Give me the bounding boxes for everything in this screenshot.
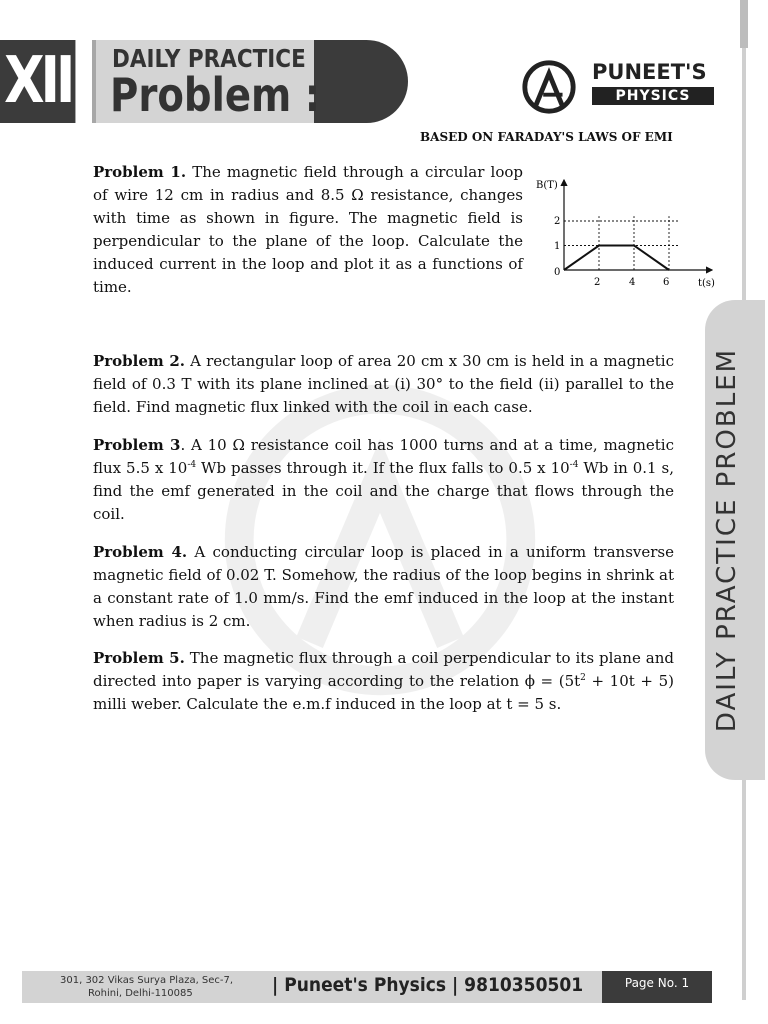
page-edge-marker (740, 0, 748, 48)
problem-2-label: Problem 2. (93, 352, 186, 370)
graph-y-tick: 1 (554, 241, 561, 252)
header-end-cap (314, 40, 408, 123)
graph-x-label: t(s) (698, 278, 715, 289)
problem-4 (93, 541, 674, 633)
problem-3 (93, 434, 674, 526)
problem-3-label: Problem 3 (93, 436, 181, 454)
problem-3-exponent: -4 (187, 460, 197, 470)
graph-y-tick: 2 (554, 216, 561, 227)
problem-3-text: Wb passes through it. If the flux falls to 0.5 x 10 (196, 459, 570, 477)
side-tab-label: DAILY PRACTICE PROBLEM (712, 347, 742, 733)
problem-2-text: A rectangular loop of area 20 cm x 30 cm is held in a magnetic field of 0.3 T with its plane inclined at (i) 30° to the field (ii) parallel to the field. Find magnetic flux linked with the coil in each case. (93, 352, 675, 416)
graph-x-tick: 6 (663, 277, 670, 288)
brand-tag: PHYSICS (592, 87, 714, 105)
problem-4-label: Problem 4. (93, 543, 188, 561)
problem-1-text: The magnetic field through a circular loop of wire 12 cm in radius and 8.5 Ω resistance, changes with time as shown in figure. The magnetic field is perpendicular to the plane of the loop. Calculate the induced current in the loop and plot it as a functions of time. (93, 163, 523, 296)
problem-4-text: A conducting circular loop is placed in a uniform transverse magnetic field of 0.02 T. Somehow, the radius of the loop begins in shrink at a constant rate of 1.0 mm/s. Find the emf induced in the loop at the instant when radius is 2 cm. (93, 543, 674, 630)
worksheet-subtitle: BASED ON FARADAY'S LAWS OF EMI (420, 130, 673, 144)
problem-5-label: Problem 5. (93, 649, 185, 667)
problem-3-text: Wb in 0.1 s, find the emf generated in the coil and the charge that flows through the coil. (93, 459, 674, 523)
graph-y-label: B(T) (536, 180, 558, 191)
problem-3-exponent: -4 (569, 460, 579, 470)
brand-name: PUNEET'S (592, 60, 707, 84)
problem-1 (93, 161, 523, 299)
brand-logo-icon (520, 58, 578, 116)
problem-2 (93, 350, 674, 419)
graph-x-tick: 4 (629, 277, 636, 288)
footer-address-line2: Rohini, Delhi-110085 (88, 988, 193, 999)
graph-x-tick: 2 (594, 277, 601, 288)
problem-5-text: The magnetic flux through a coil perpendicular to its plane and directed into paper is varying according to the relation ϕ = (5t (93, 649, 674, 690)
problem-5-text: + 10t + 5) milli weber. Calculate the e.m.f induced in the loop at t = 5 s. (93, 672, 674, 713)
problem-1-label: Problem 1. (93, 163, 187, 181)
problem-5-exponent: 2 (580, 673, 586, 683)
graph-y-tick: 0 (554, 267, 561, 278)
graph-series-line (564, 246, 669, 271)
header-title-line2: Problem : (110, 68, 321, 122)
header-title-line1: DAILY PRACTICE (112, 44, 306, 73)
page-number: Page No. 1 (602, 971, 712, 1003)
footer-address-line1: 301, 302 Vikas Surya Plaza, Sec-7, (60, 975, 234, 986)
b-vs-t-graph (530, 172, 726, 290)
problem-5 (93, 647, 674, 716)
footer-brand-phone: | Puneet's Physics | 9810350501 (272, 974, 584, 996)
graph-grid (564, 216, 680, 270)
problem-3-text: . A 10 Ω resistance coil has 1000 turns and at a time, magnetic flux 5.5 x 10 (93, 436, 674, 477)
grade-label: XII (0, 40, 75, 123)
